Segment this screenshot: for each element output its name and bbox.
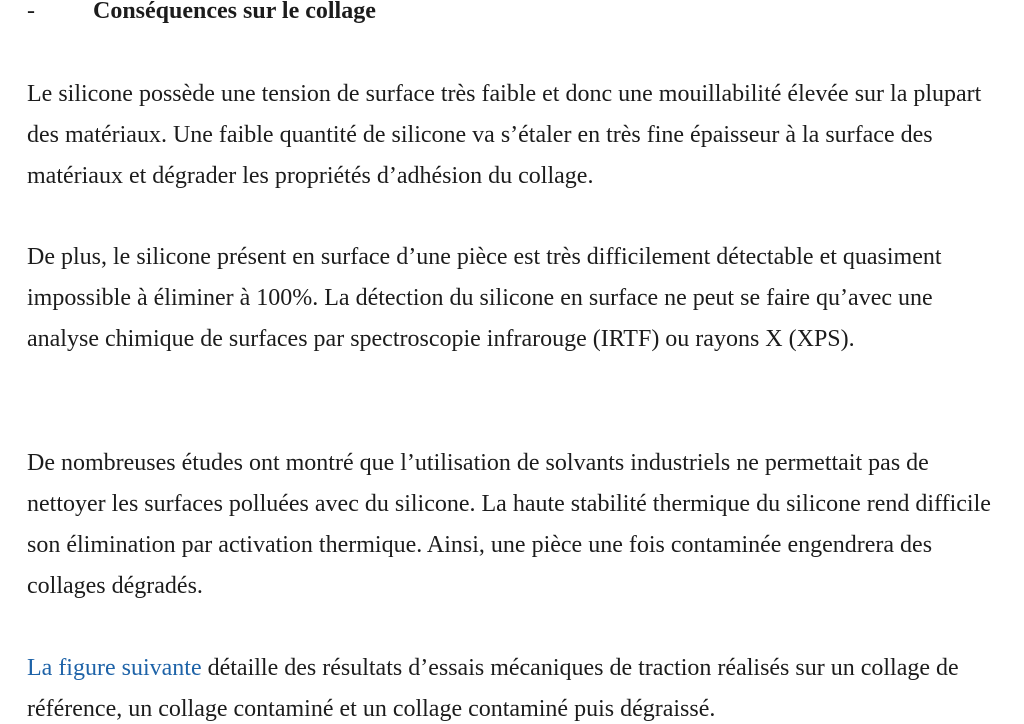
paragraph-surface-tension: Le silicone possède une tension de surface très faible et donc une mouillabilité élevée sur la plupart des matériaux. Une faible quantité de silicone va s’étaler en très fine épaisseur à la surface des matériaux et dégrader les propriétés d’adhésion du collage. [27, 81, 982, 189]
heading-bullet: - [27, 0, 35, 24]
figure-link[interactable]: La figure suivante [27, 655, 202, 681]
figure-reference-text: détaille des résultats d’essais mécaniques de traction réalisés sur un collage de référence, un collage contaminé et un collage contaminé puis dégraissé. [27, 655, 959, 722]
section-heading [27, 0, 376, 30]
heading-text: Conséquences sur le collage [93, 0, 376, 24]
paragraph-figure-reference [27, 648, 1002, 724]
paragraph-detection: De plus, le silicone présent en surface d’une pièce est très difficilement détectable et quasiment impossible à éliminer à 100%. La détection du silicone en surface ne peut se faire qu’avec une analyse chimique de surfaces par spectroscopie infrarouge (IRTF) ou rayons X (XPS). [27, 244, 942, 352]
paragraph-solvents: De nombreuses études ont montré que l’utilisation de solvants industriels ne permettait pas de nettoyer les surfaces polluées avec du silicone. La haute stabilité thermique du silicone rend difficile son élimination par activation thermique. Ainsi, une pièce une fois contaminée engendrera des collages dégradés. [27, 450, 991, 599]
